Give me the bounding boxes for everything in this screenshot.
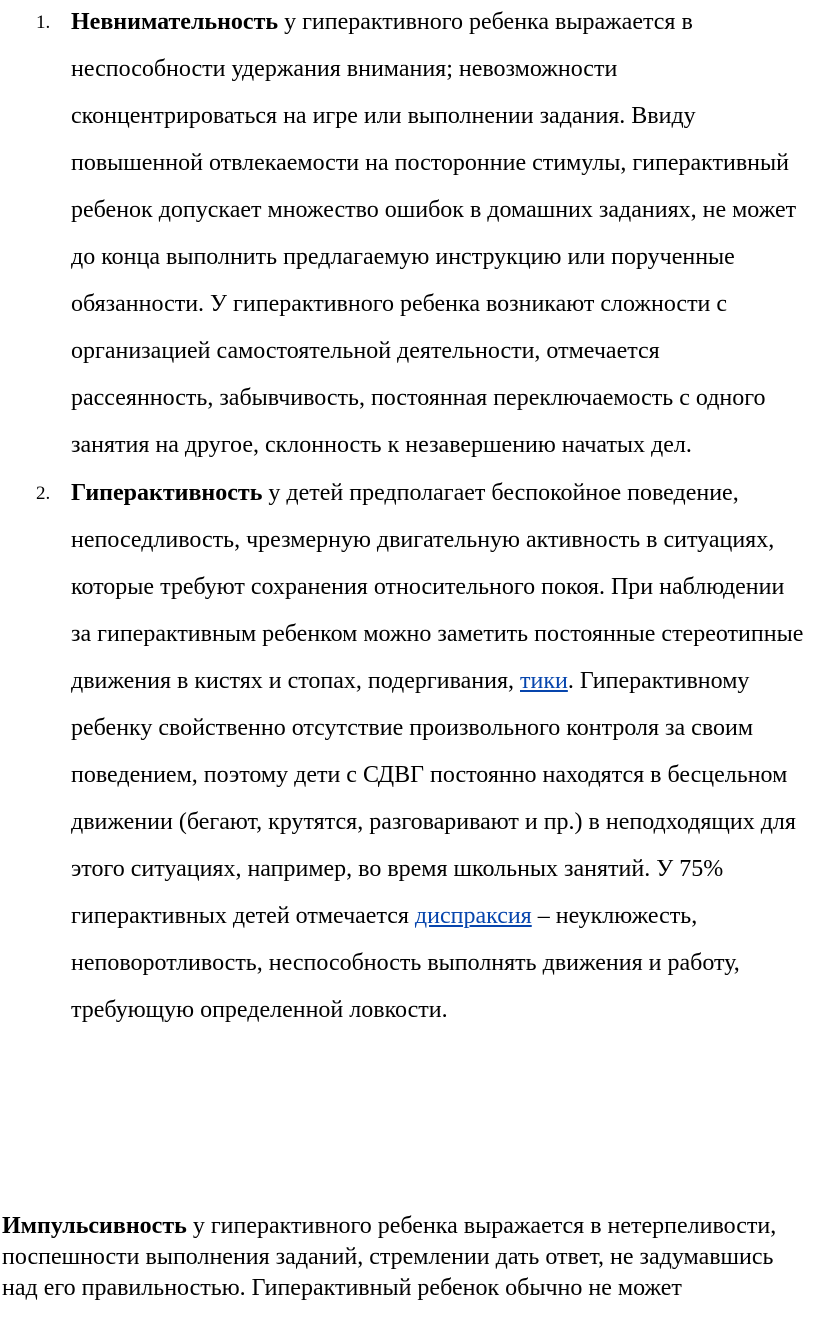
paragraph-text: у гиперактивного ребенка выражается в нетерпеливости, поспешности выполнения заданий, стремлении дать ответ, не задумавшись над его правильностью. Гиперактивный ребенок обычно не может — [2, 1213, 777, 1301]
term-hyperactivity: Гиперактивность — [71, 480, 263, 506]
list-number: 1. — [36, 12, 51, 33]
list-item-inattention — [0, 0, 816, 469]
item-text: – неуклюжесть, неповоротливость, неспособность выполнять движения и работу, требующую определенной ловкости. — [71, 903, 740, 1023]
term-inattention: Невнимательность — [71, 9, 279, 35]
item-text: у детей предполагает беспокойное поведение, непоседливость, чрезмерную двигательную активность в ситуациях, которые требуют сохранения относительного покоя. При наблюдении за гиперактивным ребенком можно заметить постоянные стереотипные движения в кистях и стопах, подергивания, — [71, 480, 804, 694]
item-text: . Гиперактивному ребенку свойственно отсутствие произвольного контроля за своим поведением, поэтому дети с СДВГ постоянно находятся в бесцельном движении (бегают, крутятся, разговаривают и пр.) в неподходящих для этого ситуациях, например, во время школьных занятий. У 75% гиперактивных детей отмечается — [71, 668, 796, 929]
item-text: у гиперактивного ребенка выражается в неспособности удержания внимания; невозможности сконцентрироваться на игре или выполнении задания. Ввиду повышенной отвлекаемости на посторонние стимулы, гиперактивный ребенок допускает множество ошибок в домашних заданиях, не может до конца выполнить предлагаемую инструкцию или порученные обязанности. У гиперактивного ребенка возникают сложности с организацией самостоятельной деятельности, отмечается рассеянность, забывчивость, постоянная переключаемость с одного занятия на другое, склонность к незавершению начатых дел. — [71, 9, 797, 458]
list-item-hyperactivity — [0, 470, 816, 1034]
term-impulsivity: Импульсивность — [2, 1213, 187, 1239]
link-tics[interactable]: тики — [520, 668, 568, 694]
paragraph-impulsivity — [2, 1211, 814, 1304]
link-dyspraxia[interactable]: диспраксия — [414, 903, 532, 929]
list-number: 2. — [36, 483, 51, 504]
